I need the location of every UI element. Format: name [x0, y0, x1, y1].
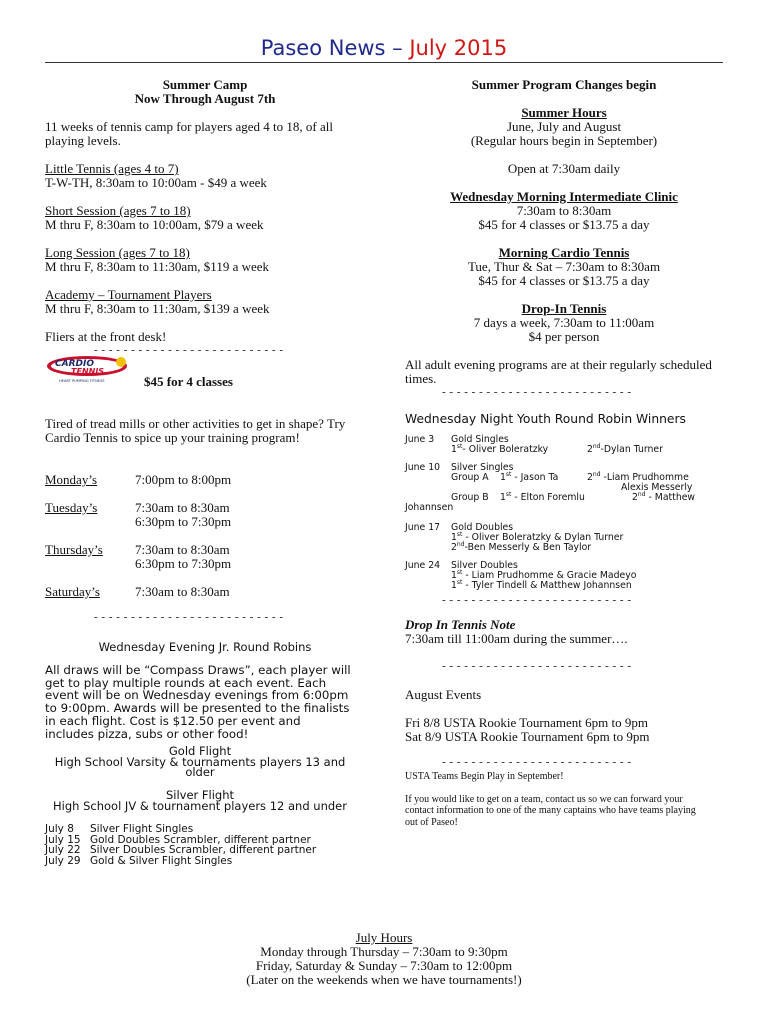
jr-event: Gold Doubles Scrambler, different partner [90, 833, 311, 846]
session-name: Academy – Tournament Players [45, 287, 212, 302]
winner-second: -Ben Messerly & Ben Taylor [464, 542, 592, 553]
gold-flight [45, 746, 355, 778]
winner-date: June 17 [405, 522, 441, 533]
cardio-intro: Tired of tread mills or other activities to get in shape? Try Cardio Tennis to spice up your training program! [45, 416, 346, 445]
camp-title-line1: Summer Camp [162, 77, 248, 92]
winners-list: June 3 Gold Singles 1st- Oliver Boleratzky 2nd-Dylan Turner June 10 Silver Singles Group A 1st - Jason Ta 2nd -Liam Prudhomme Alexis Messerly Group B 1st - Elton Foremlu 2nd - Matthew Johannsen June 17 Gold Doubles 1st - Oliver Boleratzky & Dylan Turner 2nd-Ben Messerly & Ben Taylor June 24 Silver Doubles 1st - Liam Prudhomme & Gracie Madeyo 1st - Tyler Tindell & Matthew Johannsen [405, 434, 696, 591]
cardio-time: 7:30am to 8:30am [135, 584, 230, 599]
summer-hours-line: (Regular hours begin in September) [470, 133, 658, 148]
title-month: July 2015 [409, 36, 508, 60]
jr-round-robin-title: Wednesday Evening Jr. Round Robins [98, 640, 312, 654]
drop-in-line: 7 days a week, 7:30am to 11:00am [473, 315, 655, 330]
cardio-price: $45 for 4 classes [144, 374, 233, 389]
silver-flight-desc: High School JV & tournament players 12 and under [53, 798, 347, 813]
winner-date: June 3 [405, 434, 435, 445]
morning-cardio-title: Morning Cardio Tennis [498, 245, 630, 260]
winner-event: Silver Doubles [451, 560, 518, 571]
title-prefix: Paseo News – [260, 36, 410, 60]
winners-title: Wednesday Night Youth Round Robin Winners [405, 412, 686, 426]
camp-session-academy [45, 288, 270, 316]
cardio-time: 7:30am to 8:30am [135, 500, 230, 515]
logo-word-cardio: CARDIO [55, 359, 94, 369]
july-hours-title: July Hours [355, 930, 413, 945]
divider-dashes: - - - - - - - - - - - - - - - - - - - - - - - - - - [94, 344, 284, 356]
cardio-row-thursday [45, 543, 231, 557]
cardio-tennis-logo [45, 354, 131, 389]
open-time: Open at 7:30am daily [507, 161, 621, 176]
winner-event: Silver Singles [451, 462, 514, 473]
winner-second-cont: Johannsen [405, 502, 454, 513]
gold-flight-title: Gold Flight [168, 744, 232, 758]
cardio-time: 7:30am to 8:30am [135, 542, 230, 557]
camp-session-little [45, 162, 267, 190]
camp-title [45, 78, 365, 106]
winner-event: Gold Singles [451, 434, 509, 445]
divider-dashes: - - - - - - - - - - - - - - - - - - - - - - - - - - [94, 611, 284, 623]
camp-fliers: Fliers at the front desk! [45, 329, 167, 344]
august-event: Sat 8/9 USTA Rookie Tournament 6pm to 9pm [405, 729, 650, 744]
title-rule [45, 62, 723, 63]
morning-cardio-line: Tue, Thur & Sat – 7:30am to 8:30am [467, 259, 661, 274]
winner-date: June 10 [405, 462, 441, 473]
camp-session-short [45, 204, 264, 232]
divider-dashes: - - - - - - - - - - - - - - - - - - - - - - - - - - [442, 756, 632, 768]
drop-note-title [405, 618, 515, 632]
july-hours [0, 931, 768, 987]
jr-date: July 15 [45, 833, 81, 846]
usta-body: If you would like to get on a team, contact us so we can forward your contact information to one of the many captains who have teams playing out of Paseo! [405, 794, 696, 828]
program-title: Summer Program Changes begin [471, 77, 657, 92]
winner-first: - Elton Foremlu [511, 492, 585, 503]
drop-note-title-text: Drop In Tennis Note [405, 617, 516, 632]
jr-round-robin-body: All draws will be “Compass Draws”, each player will get to play multiple rounds at each event. Each event will be on Wednesday evenings from 6:00pm to 9:00pm. Awards will be presented to the finalists in each flight. Cost is $12.50 per event and includes pizza, subs or other food! [45, 663, 351, 741]
winner-second-cont: Alexis Messerly [621, 482, 693, 493]
cardio-row-monday [45, 473, 231, 487]
drop-in-line: $4 per person [528, 329, 600, 344]
cardio-row-tuesday [45, 501, 231, 515]
cardio-day: Saturday’s [45, 584, 100, 599]
winner-first: - Oliver Boleratzky & Dylan Turner [462, 532, 624, 543]
winner-first: - Oliver Boleratzky [462, 444, 549, 455]
winner-first: - Liam Prudhomme & Gracie Madeyo [462, 570, 637, 581]
cardio-schedule [45, 473, 231, 599]
august-events [405, 716, 649, 744]
winner-first: - Tyler Tindell & Matthew Johannsen [462, 580, 632, 591]
camp-session-long [45, 246, 269, 274]
summer-hours-line: June, July and August [506, 119, 622, 134]
winner-date: June 24 [405, 560, 441, 571]
jr-date: July 29 [45, 854, 81, 867]
camp-intro: 11 weeks of tennis camp for players aged 4 to 18, of all playing levels. [45, 119, 333, 148]
july-hours-line: Monday through Thursday – 7:30am to 9:30pm [260, 944, 508, 959]
drop-note-body: 7:30am till 11:00am during the summer…. [405, 631, 628, 646]
logo-tagline: HEART PUMPING FITNESS [59, 379, 105, 383]
divider-dashes: - - - - - - - - - - - - - - - - - - - - - - - - - - [442, 660, 632, 672]
silver-flight [45, 790, 355, 811]
clinic-line: 7:30am to 8:30am [516, 203, 612, 218]
jr-schedule-row [45, 845, 316, 856]
page-title [0, 34, 768, 62]
winner-second: - Matthew [645, 492, 696, 503]
august-title: August Events [405, 687, 482, 702]
session-name: Long Session (ages 7 to 18) [45, 245, 190, 260]
usta-title: USTA Teams Begin Play in September! [405, 771, 564, 782]
session-detail: T-W-TH, 8:30am to 10:00am - $49 a week [45, 175, 267, 190]
july-hours-note: (Later on the weekends when we have tournaments!) [246, 972, 522, 987]
summer-hours [405, 106, 723, 344]
cardio-day: Thursday’s [45, 542, 103, 557]
logo-word-tennis: TENNIS [71, 367, 105, 376]
winner-second: -Dylan Turner [600, 444, 663, 455]
cardio-row-saturday [45, 585, 231, 599]
gold-flight-desc: High School Varsity & tournaments players 13 and older [54, 754, 346, 779]
jr-event: Silver Flight Singles [90, 823, 194, 835]
cardio-day: Monday’s [45, 472, 97, 487]
session-detail: M thru F, 8:30am to 11:30am, $119 a week [45, 259, 270, 274]
jr-schedule-row [45, 824, 316, 835]
jr-event: Gold & Silver Flight Singles [90, 854, 233, 867]
group-label: Group A [451, 472, 489, 483]
august-event: Fri 8/8 USTA Rookie Tournament 6pm to 9pm [405, 715, 649, 730]
drop-in-title: Drop-In Tennis [521, 301, 607, 316]
session-name: Short Session (ages 7 to 18) [45, 203, 191, 218]
cardio-day: Tuesday’s [45, 500, 98, 515]
session-detail: M thru F, 8:30am to 10:00am, $79 a week [45, 217, 264, 232]
jr-event: Silver Doubles Scrambler, different partner [90, 844, 317, 856]
cardio-time: 6:30pm to 7:30pm [135, 556, 232, 571]
session-name: Little Tennis (ages 4 to 7) [45, 161, 179, 176]
jr-date: July 8 [45, 823, 74, 835]
cardio-time: 6:30pm to 7:30pm [135, 514, 232, 529]
winner-first: - Jason Ta [511, 472, 559, 483]
divider-dashes: - - - - - - - - - - - - - - - - - - - - - - - - - - [442, 594, 632, 606]
jr-date: July 22 [45, 844, 81, 856]
july-hours-line: Friday, Saturday & Sunday – 7:30am to 12:00pm [255, 958, 513, 973]
group-label: Group B [451, 492, 489, 503]
session-detail: M thru F, 8:30am to 11:30am, $139 a week [45, 301, 270, 316]
divider-dashes: - - - - - - - - - - - - - - - - - - - - - - - - - - [442, 386, 632, 398]
summer-hours-title: Summer Hours [521, 105, 607, 120]
winner-second: -Liam Prudhomme [600, 472, 689, 483]
clinic-title: Wednesday Morning Intermediate Clinic [450, 189, 678, 204]
silver-flight-title: Silver Flight [165, 788, 235, 802]
adult-programs: All adult evening programs are at their regularly scheduled times. [405, 357, 712, 386]
winner-event: Gold Doubles [451, 522, 514, 533]
cardio-time: 7:00pm to 8:00pm [135, 472, 232, 487]
camp-title-line2: Now Through August 7th [134, 91, 276, 106]
clinic-line: $45 for 4 classes or $13.75 a day [478, 217, 650, 232]
morning-cardio-line: $45 for 4 classes or $13.75 a day [478, 273, 650, 288]
jr-schedule [45, 824, 316, 866]
jr-schedule-row [45, 856, 316, 867]
